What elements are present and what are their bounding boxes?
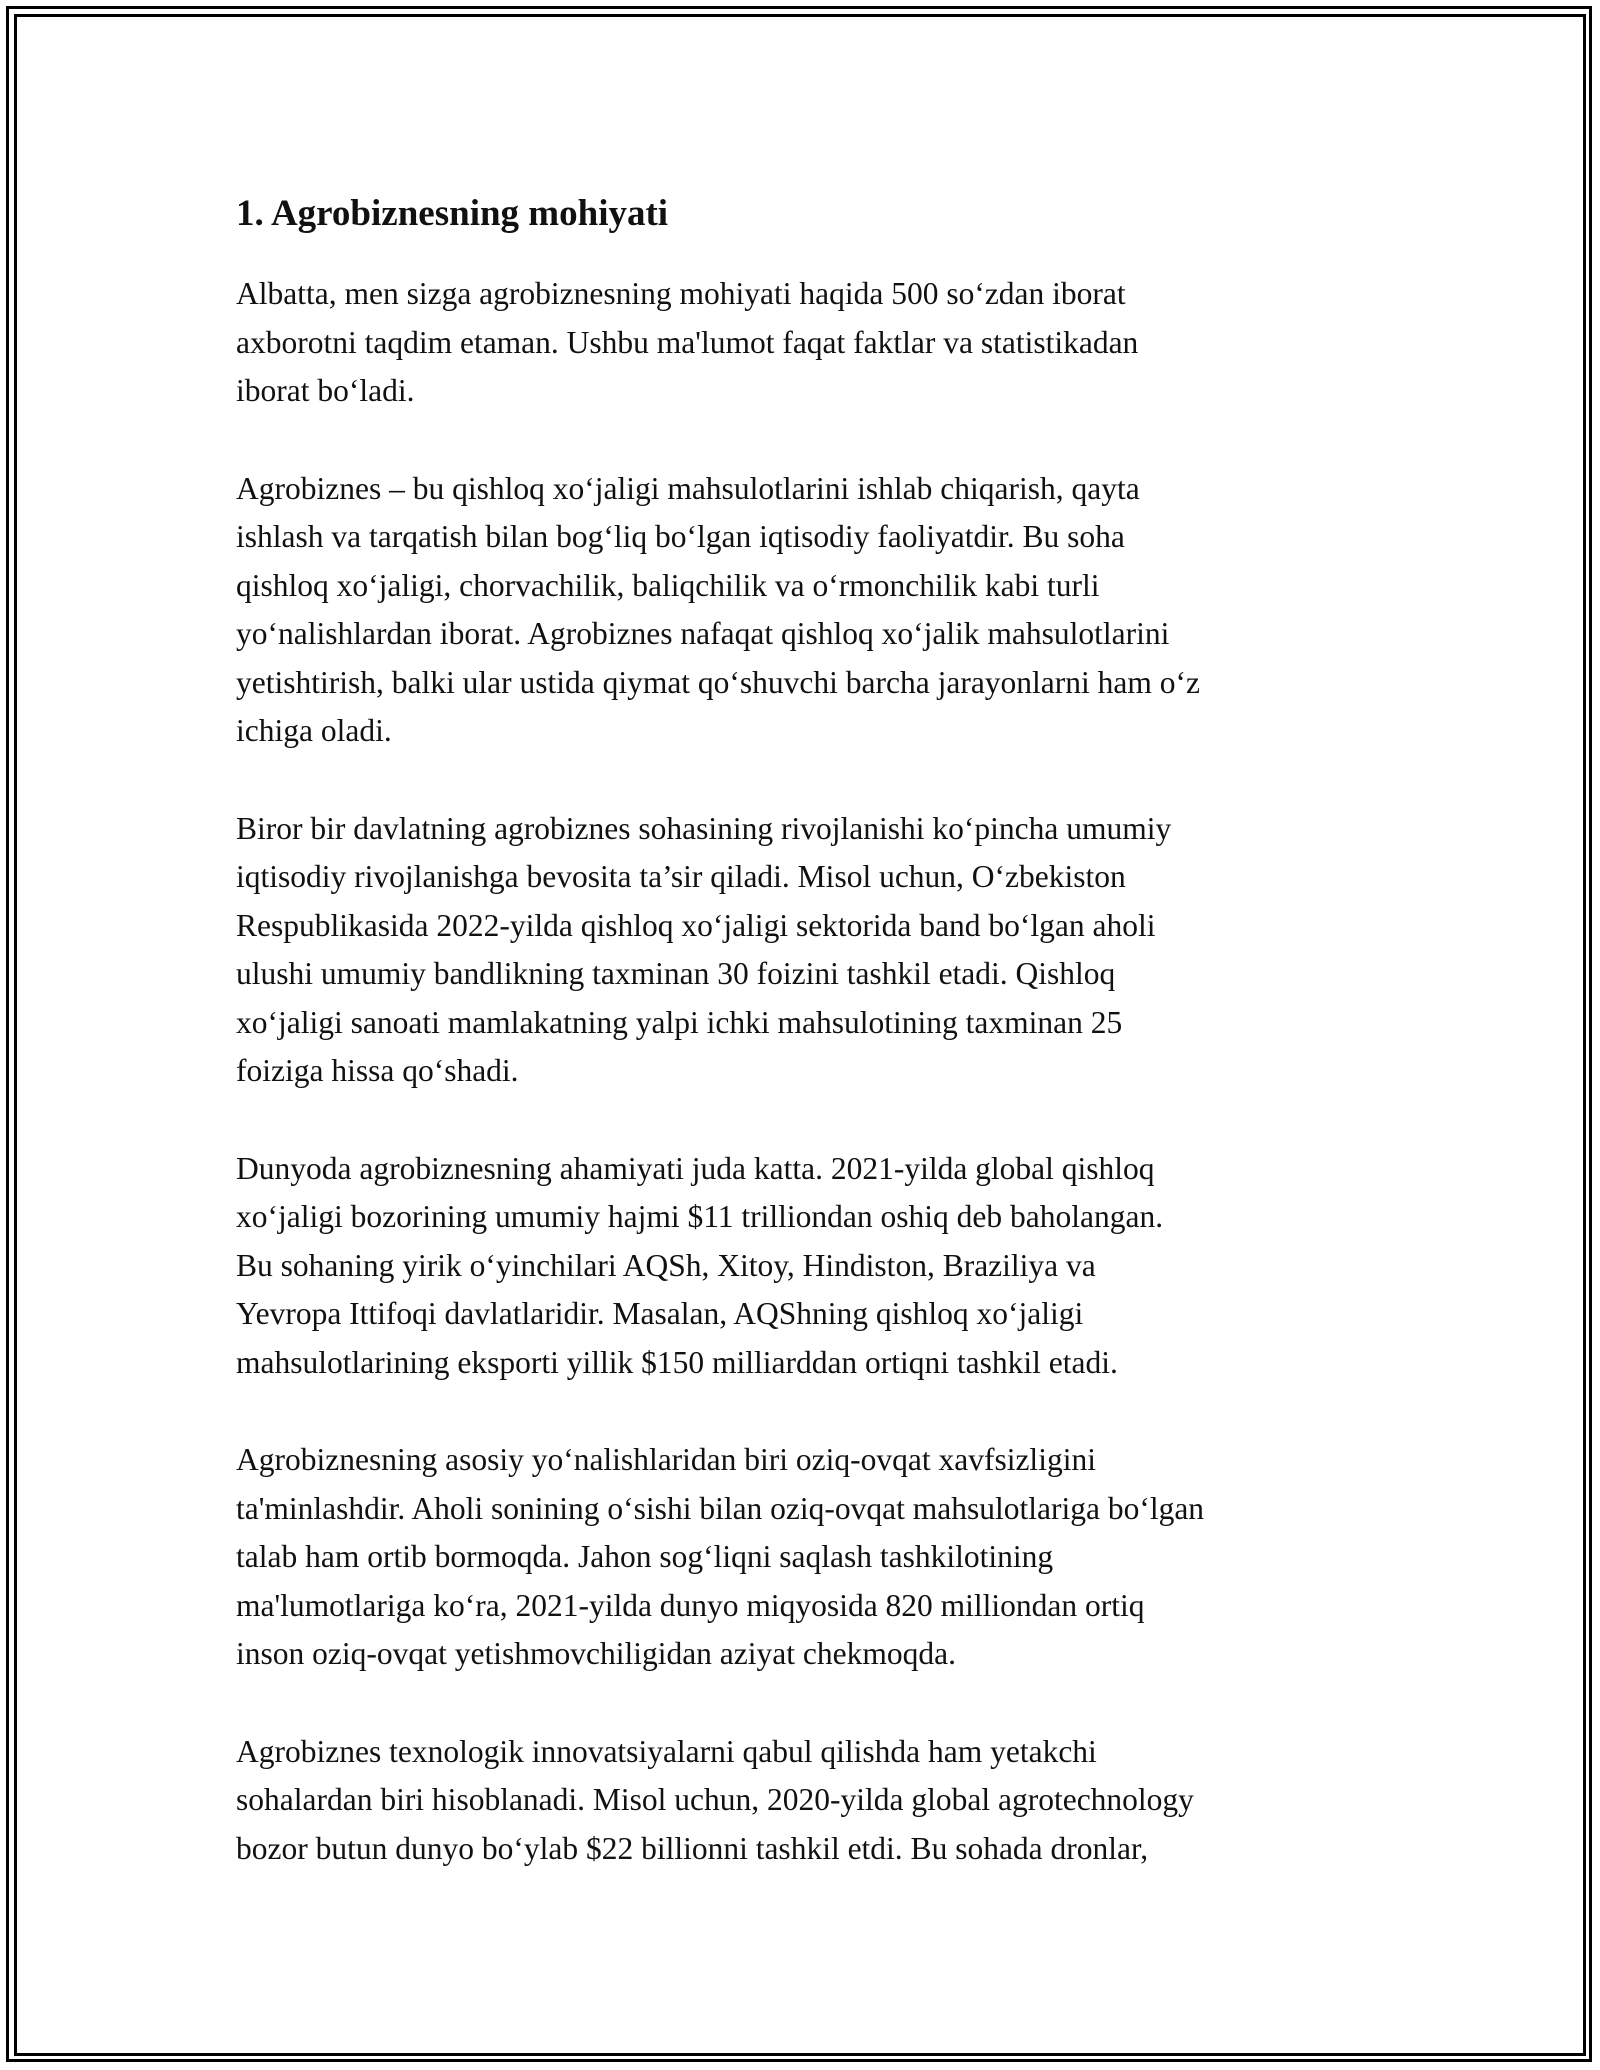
paragraph [236,270,1376,416]
paragraph-line: Yevropa Ittifoqi davlatlaridir. Masalan, AQShning qishloq xo‘jaligi [236,1296,1084,1331]
paragraph-line: ishlash va tarqatish bilan bog‘liq bo‘lgan iqtisodiy faoliyatdir. Bu soha [236,519,1125,554]
paragraph-line: xo‘jaligi bozorining umumiy hajmi $11 trilliondan oshiq deb baholangan. [236,1199,1164,1234]
paragraph-line: Biror bir davlatning agrobiznes sohasining rivojlanishi ko‘pincha umumiy [236,810,1172,846]
paragraph-line: iqtisodiy rivojlanishga bevosita ta’sir qiladi. Misol uchun, O‘zbekiston [236,859,1126,894]
paragraph-line: xo‘jaligi sanoati mamlakatning yalpi ichki mahsulotining taxminan 25 [236,1004,1123,1040]
paragraph-line: ma'lumotlariga ko‘ra, 2021-yilda dunyo miqyosida 820 milliondan ortiq [236,1587,1145,1623]
paragraph-line: Albatta, men sizga agrobiznesning mohiyati haqida 500 so‘zdan iborat [236,276,1126,311]
paragraph-line: yo‘nalishlardan iborat. Agrobiznes nafaqat qishloq xo‘jalik mahsulotlarini [236,616,1170,651]
paragraph-line: Agrobiznes – bu qishloq xo‘jaligi mahsulotlarini ishlab chiqarish, qayta [236,470,1140,506]
paragraph-line: Agrobiznes texnologik innovatsiyalarni qabul qilishda ham yetakchi [236,1733,1097,1769]
paragraph [236,1728,1376,1874]
paragraph-line: Agrobiznesning asosiy yo‘nalishlaridan biri oziq-ovqat xavfsizligini [236,1442,1096,1477]
paragraph-line: sohalardan biri hisoblanadi. Misol uchun, 2020-yilda global agrotechnology [236,1782,1194,1817]
section-heading: 1. Agrobiznesning mohiyati [236,193,669,234]
paragraph-line: ulushi umumiy bandlikning taxminan 30 foizini tashkil etadi. Qishloq [236,956,1116,991]
paragraph-line: qishloq xo‘jaligi, chorvachilik, baliqchilik va o‘rmonchilik kabi turli [236,567,1100,603]
paragraph-line: Respublikasida 2022-yilda qishloq xo‘jaligi sektorida band bo‘lgan aholi [236,907,1156,943]
document-body [236,186,1376,1922]
paragraph-line: inson oziq-ovqat yetishmovchiligidan aziyat chekmoqda. [236,1636,956,1671]
paragraph-line: foiziga hissa qo‘shadi. [236,1053,519,1088]
paragraph [236,1436,1376,1679]
paragraph [236,1145,1376,1388]
paragraph-line: axborotni taqdim etaman. Ushbu ma'lumot faqat faktlar va statistikadan [236,324,1139,360]
paragraph-line: Dunyoda agrobiznesning ahamiyati juda katta. 2021-yilda global qishloq [236,1150,1155,1186]
paragraph [236,805,1376,1096]
paragraph-line: bozor butun dunyo bo‘ylab $22 billionni tashkil etdi. Bu sohada dronlar, [236,1830,1149,1866]
paragraph-line: yetishtirish, balki ular ustida qiymat qo‘shuvchi barcha jarayonlarni ham o‘z [236,664,1200,700]
paragraph [236,465,1376,756]
paragraph-line: ichiga oladi. [236,713,392,748]
paragraph-line: mahsulotlarining eksporti yillik $150 milliarddan ortiqni tashkil etadi. [236,1344,1118,1380]
paragraph-line: Bu sohaning yirik o‘yinchilari AQSh, Xitoy, Hindiston, Braziliya va [236,1247,1096,1283]
paragraph-line: iborat bo‘ladi. [236,373,415,408]
paragraph-list [236,270,1376,1873]
paragraph-line: talab ham ortib bormoqda. Jahon sog‘liqni saqlash tashkilotining [236,1539,1054,1574]
paragraph-line: ta'minlashdir. Aholi sonining o‘sishi bilan oziq-ovqat mahsulotlariga bo‘lgan [236,1490,1205,1526]
